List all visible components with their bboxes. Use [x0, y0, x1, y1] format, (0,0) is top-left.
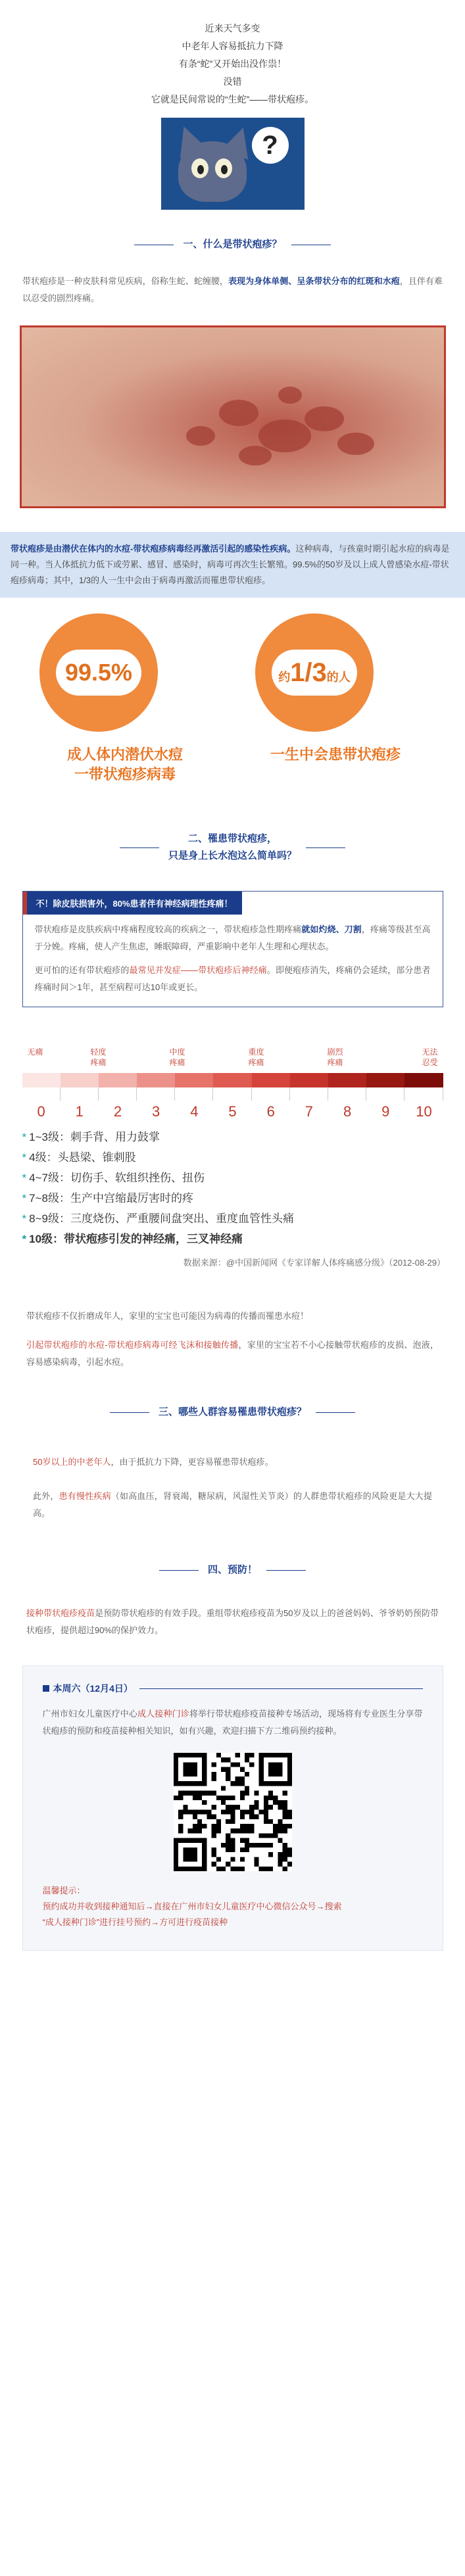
pain-legend-item: * 4~7级：切伤手、软组织挫伤、扭伤 [22, 1172, 205, 1184]
pain-level-number: 5 [228, 1103, 237, 1120]
section-title: 一、什么是带状疱疹？ [0, 236, 465, 253]
pain-category-label: 中度 疼痛 [169, 1047, 185, 1067]
intro-line: 有条“蛇”又开始出没作祟！ [178, 59, 287, 69]
pain-level-number: 9 [381, 1103, 390, 1120]
stat-caption: 一生中会患带状疱疹 [270, 746, 401, 763]
section-paragraph: 带状疱疹不仅折磨成年人，家里的宝宝也可能因为病毒的传播而罹患水痘！ [26, 1311, 309, 1321]
section-title: 三、哪些人群容易罹患带状疱疹？ [0, 1404, 465, 1421]
section-paragraph: 50岁以上的中老年人，由于抵抗力下降，更容易罹患带状疱疹。 [33, 1457, 274, 1467]
pain-legend-item: * 8~9级：三度烧伤、严重腰间盘突出、重度血管性头痛 [22, 1212, 294, 1225]
pain-category-label: 剧烈 疼痛 [327, 1047, 343, 1067]
pain-level-swatch [213, 1073, 251, 1087]
pain-level-number: 8 [343, 1103, 352, 1120]
pain-level-swatch [99, 1073, 137, 1087]
info-highlight-box: 带状疱疹是由潜伏在体内的水痘-带状疱疹病毒经再激活引起的感染性疾病。这种病毒，与孩童时期引起水痘的病毒是同一种。当人体抵抗力低下或劳累、感冒、感染时，病毒可再次生长繁殖。99.5%的50岁及以上成人曾感染水痘-带状疱疹病毒；其中，1/3的人一生中会由于病毒再激活而罹患带状疱疹。 [0, 532, 465, 598]
intro-line: 近来天气多变 [205, 23, 260, 34]
pain-level-swatch [175, 1073, 213, 1087]
pain-level-swatch [366, 1073, 404, 1087]
section-paragraph: 更可怕的还有带状疱疹的最常见并发症——带状疱疹后神经痛。即便疱疹消失，疼痛仍会延续，部分患者疼痛时间＞1年，甚至病程可达10年或更长。 [34, 965, 431, 992]
stat-circle: 99.5% [39, 613, 158, 732]
pain-level-number: 4 [190, 1103, 199, 1120]
pain-level-swatch [137, 1073, 175, 1087]
section-paragraph: 引起带状疱疹的水痘-带状疱疹病毒可经飞沫和接触传播，家里的宝宝若不小心接触带状疱疹的皮损、泡液，容易感染病毒，引起水痘。 [26, 1340, 439, 1367]
section-paragraph: 接种带状疱疹疫苗是预防带状疱疹的有效手段。重组带状疱疹疫苗为50岁及以上的爸爸妈妈、爷爷奶奶预防带状疱疹，提供超过90%的保护效力。 [26, 1608, 439, 1635]
pain-level-number: 2 [113, 1103, 122, 1120]
data-source: 数据来源：@中国新闻网《专家详解人体疼痛感分级》（2012-08-29） [183, 1258, 445, 1268]
section-paragraph: 此外，患有慢性疾病（如高血压，肾衰竭，糖尿病，风湿性关节炎）的人群患带状疱疹的风险更是大大提高。 [33, 1491, 432, 1518]
qr-code[interactable] [174, 1753, 292, 1871]
pain-category-label: 无法 忍受 [422, 1047, 438, 1067]
intro-line: 它就是民间常说的“生蛇”——带状疱疹。 [151, 94, 314, 105]
pain-level-swatch [290, 1073, 328, 1087]
pain-category-label: 无痛 [27, 1047, 43, 1057]
intro-line: 没错 [223, 76, 242, 87]
intro-line: 中老年人容易抵抗力下降 [182, 41, 283, 51]
pain-category-label: 轻度 疼痛 [90, 1047, 107, 1067]
pain-level-number: 1 [75, 1103, 84, 1120]
pain-level-number: 0 [37, 1103, 45, 1120]
vaccination-event-box [22, 1665, 443, 1951]
pain-legend-item: * 4级：头悬梁、锥刺股 [22, 1151, 136, 1164]
section-paragraph: 带状疱疹是皮肤疾病中疼痛程度较高的疾病之一，带状疱疹急性期疼痛就如灼烧、刀割，疼痛等级甚至高于分娩。疼痛，使人产生焦虑，睡眠障碍，严重影响中老年人生理和心理状态。 [34, 924, 431, 951]
section-title: 二、罹患带状疱疹， 只是身上长水泡这么简单吗？ [0, 830, 465, 865]
pain-level-number: 3 [152, 1103, 160, 1120]
notice-bar: 不！除皮肤损害外，80%患者伴有神经病理性疼痛！ [23, 892, 242, 915]
pain-level-swatch [61, 1073, 99, 1087]
pain-level-swatch [252, 1073, 290, 1087]
pain-level-swatch [328, 1073, 366, 1087]
shingles-skin-photo [20, 325, 446, 508]
section-title: 四、预防！ [0, 1562, 465, 1579]
pain-level-number: 6 [266, 1103, 275, 1120]
pain-legend-item: * 7~8级：生产中宫缩最厉害时的疼 [22, 1192, 193, 1205]
pain-level-swatch [22, 1073, 61, 1087]
pain-level-swatch [404, 1073, 443, 1087]
event-paragraph: 广州市妇女儿童医疗中心成人接种门诊将举行带状疱疹疫苗接种专场活动，现场将有专业医生分享带状疱疹的预防和疫苗接种相关知识，如有兴趣，欢迎扫描下方二维码预约接种。 [42, 1709, 423, 1736]
pain-level-number: 7 [305, 1103, 314, 1120]
cartoon-cat-image [161, 118, 305, 210]
pain-level-number: 10 [416, 1103, 432, 1120]
stat-circle: 约1/3的人 [255, 613, 374, 732]
intro [0, 0, 465, 108]
stats-figure [0, 607, 465, 745]
pain-category-label: 重度 疼痛 [248, 1047, 264, 1067]
tips: 温馨提示： 预约成功并收到接种通知后→直接在广州市妇女儿童医疗中心微信公众号→搜索 “成人接种门诊”进行挂号预约→方可进行疫苗接种 [42, 1886, 342, 1927]
pain-legend-item: * 1~3级：刺手背、用力鼓掌 [22, 1131, 160, 1143]
pain-legend-item: * 10级：带状疱疹引发的神经痛，三叉神经痛 [22, 1233, 243, 1245]
section-paragraph: 带状疱疹是一种皮肤科常见疾病，俗称生蛇、蛇缠腰，表现为身体单侧、呈条带状分布的红斑和水疱，且伴有难以忍受的剧烈疼痛。 [22, 276, 443, 303]
pain-scale [22, 1047, 443, 1249]
question-mark-icon: ? [252, 127, 289, 164]
event-date-tag: 本周六（12月4日） [43, 1682, 423, 1695]
notice-box [22, 891, 443, 1007]
stat-caption: 成人体内潜伏水痘 一带状疱疹病毒 [66, 746, 183, 782]
